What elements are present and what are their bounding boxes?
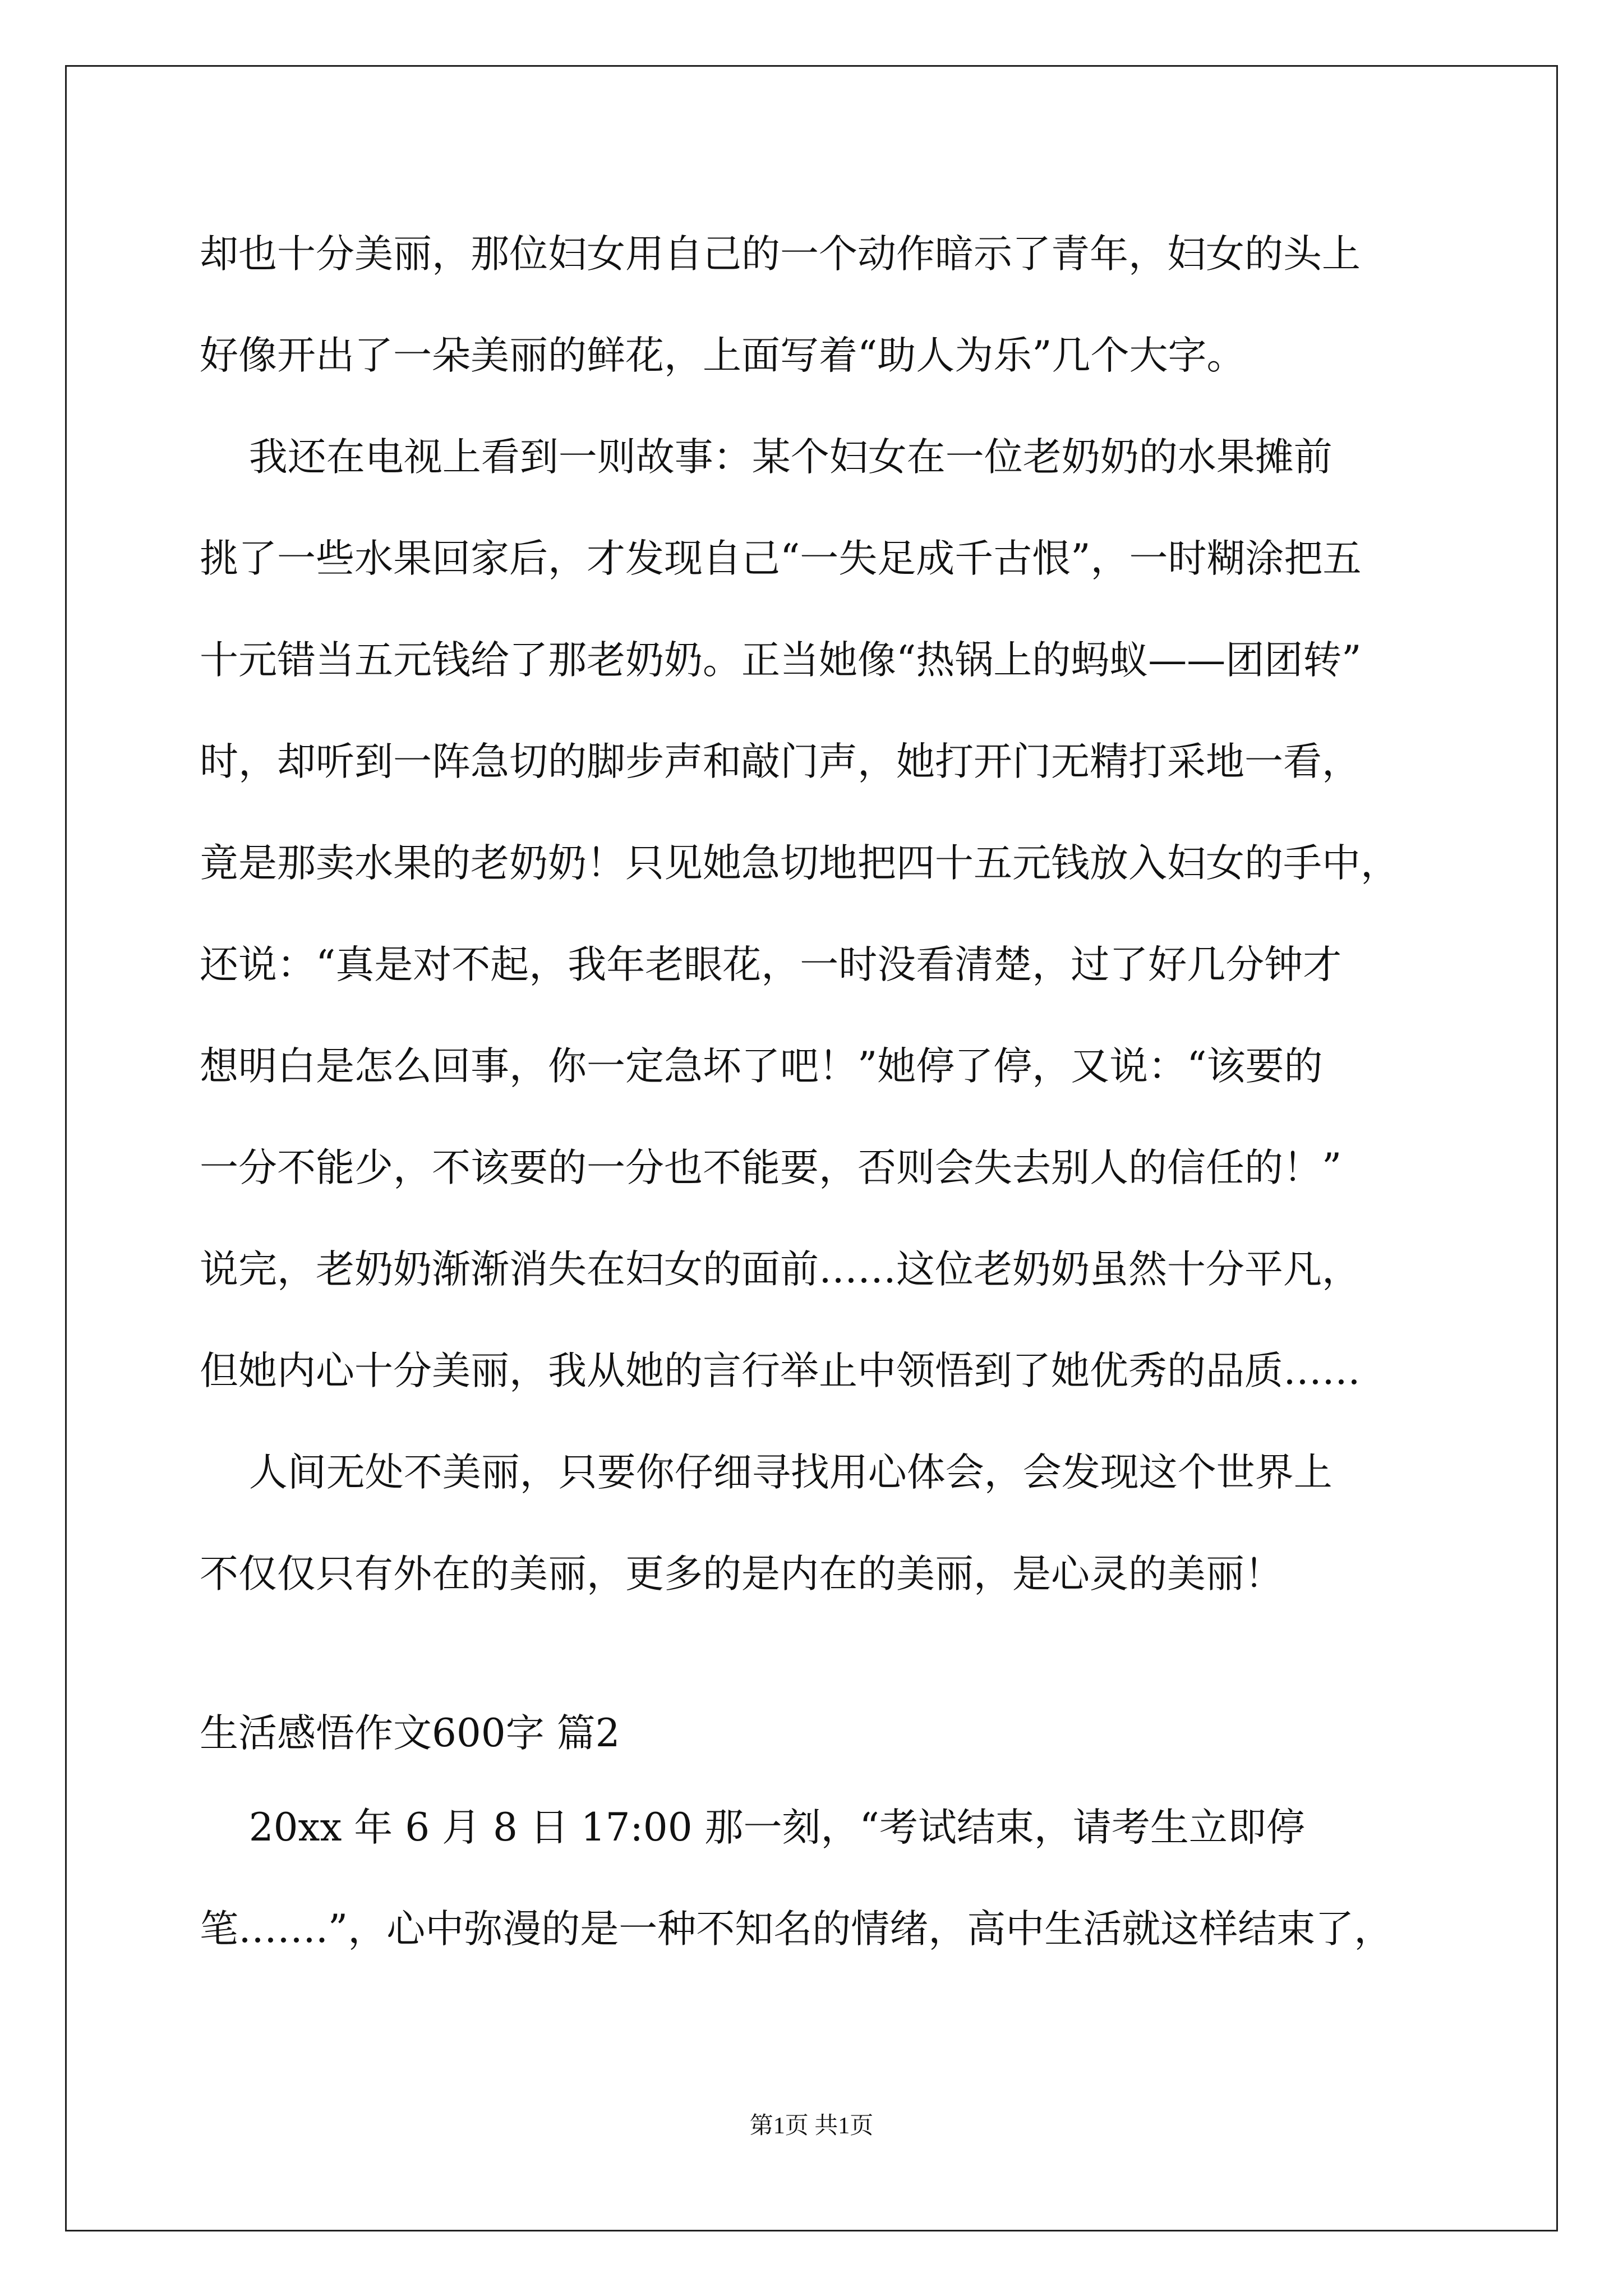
text-line: 人间无处不美丽，只要你仔细寻找用心体会，会发现这个世界上	[200, 1450, 1332, 1495]
text-line: 还说：“真是对不起，我年老眼花，一时没看清楚，过了好几分钟才	[200, 942, 1342, 987]
section-heading: 生活感悟作文600字 篇2	[200, 1711, 620, 1756]
text-line: 笔…….”，心中弥漫的是一种不知名的情绪，高中生活就这样结束了，	[200, 1907, 1393, 1952]
text-line: 不仅仅只有外在的美丽，更多的是内在的美丽，是心灵的美丽！	[200, 1552, 1283, 1596]
text-line: 十元错当五元钱给了那老奶奶。正当她像“热锅上的蚂蚁——团团转”	[200, 638, 1362, 683]
text-line: 挑了一些水果回家后，才发现自己“一失足成千古恨”，一时糊涂把五	[200, 536, 1362, 581]
paragraph-3	[200, 1422, 1456, 1625]
paragraph-4	[200, 1777, 1456, 1980]
paragraph-2	[200, 407, 1456, 1422]
text-line: 20xx 年 6 月 8 日 17:00 那一刻，“考试结束，请考生立即停	[200, 1805, 1305, 1850]
text-line: 说完，老奶奶渐渐消失在妇女的面前……这位老奶奶虽然十分平凡，	[200, 1247, 1361, 1292]
text-line: 我还在电视上看到一则故事：某个妇女在一位老奶奶的水果摊前	[200, 435, 1332, 480]
text-line: 但她内心十分美丽，我从她的言行举止中领悟到了她优秀的品质……	[200, 1349, 1361, 1393]
text-line: 好像开出了一朵美丽的鲜花，上面写着“助人为乐”几个大字。	[200, 333, 1246, 378]
text-line: 一分不能少，不该要的一分也不能要，否则会失去别人的信任的！”	[200, 1145, 1342, 1190]
page-footer: 第1页 共1页	[749, 2113, 874, 2139]
text-line: 却也十分美丽，那位妇女用自己的一个动作暗示了青年，妇女的头上	[200, 232, 1361, 277]
text-line: 时，却听到一阵急切的脚步声和敲门声，她打开门无精打采地一看，	[200, 739, 1361, 784]
paragraph-1	[200, 204, 1456, 407]
text-line: 竟是那卖水果的老奶奶！只见她急切地把四十五元钱放入妇女的手中，	[200, 841, 1399, 886]
text-line: 想明白是怎么回事，你一定急坏了吧！”她停了停，又说：“该要的	[200, 1044, 1323, 1089]
